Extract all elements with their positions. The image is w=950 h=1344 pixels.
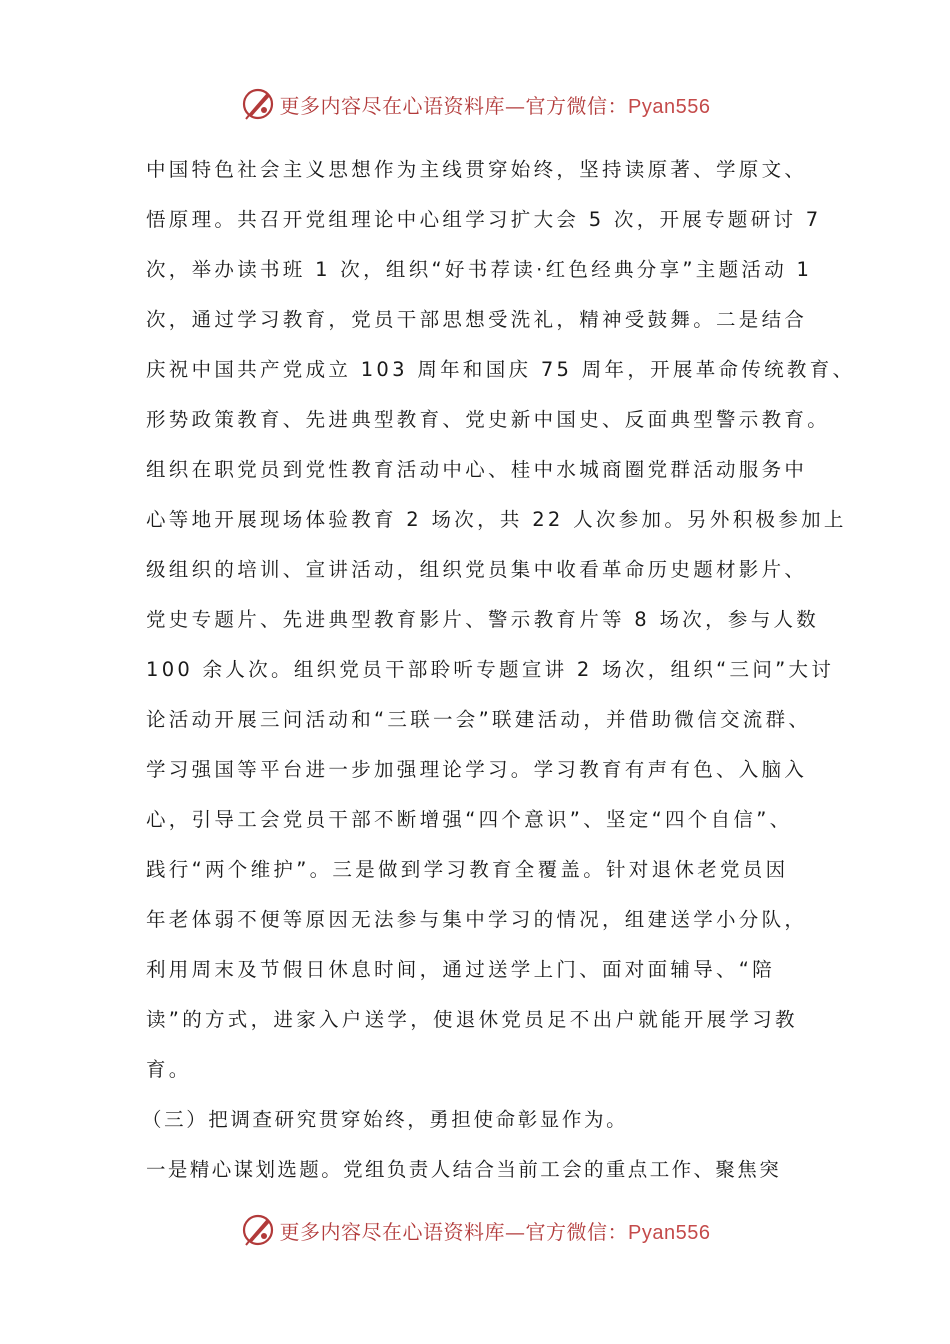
- document-body: [142, 145, 856, 1195]
- watermark-brand: 更多内容尽在心语资料库: [279, 93, 506, 118]
- header-watermark: [0, 84, 950, 124]
- body-line: 学习强国等平台进一步加强理论学习。学习教育有声有色、入脑入: [146, 758, 808, 781]
- body-line: 次，举办读书班 1 次，组织“好书荐读·红色经典分享”主题活动 1: [146, 258, 813, 281]
- body-line: 一是精心谋划选题。党组负责人结合当前工会的重点工作、聚焦突: [146, 1158, 782, 1181]
- body-line: 论活动开展三问活动和“三联一会”联建活动，并借助微信交流群、: [146, 708, 812, 731]
- body-line: 级组织的培训、宣讲活动，组织党员集中收看革命历史题材影片、: [146, 558, 808, 581]
- watermark-text: [280, 1216, 711, 1245]
- quill-seal-icon: [240, 86, 276, 122]
- quill-seal-icon: [240, 1212, 276, 1248]
- section-heading: （三）把调查研究贯穿始终，勇担使命彰显作为。: [142, 1108, 629, 1131]
- body-line: 悟原理。共召开党组理论中心组学习扩大会 5 次，开展专题研讨 7: [146, 208, 822, 231]
- watermark-wechat-id: Pyan556: [628, 1221, 711, 1244]
- body-line: 年老体弱不便等原因无法参与集中学习的情况，组建送学小分队，: [146, 908, 808, 931]
- body-line: 100 余人次。组织党员干部聆听专题宣讲 2 场次，组织“三问”大讨: [146, 658, 835, 681]
- body-line: 育。: [146, 1058, 192, 1081]
- body-line: 组织在职党员到党性教育活动中心、桂中水城商圈党群活动服务中: [146, 458, 808, 481]
- watermark-brand: 更多内容尽在心语资料库: [279, 1219, 506, 1244]
- body-line: 心等地开展现场体验教育 2 场次，共 22 人次参加。另外积极参加上: [146, 508, 847, 531]
- watermark-dash: —: [505, 1219, 526, 1244]
- watermark-official: 官方微信：: [525, 1219, 629, 1244]
- body-line: 庆祝中国共产党成立 103 周年和国庆 75 周年，开展革命传统教育、: [146, 358, 856, 381]
- watermark-wechat-id: Pyan556: [628, 95, 711, 118]
- watermark-text: [280, 90, 711, 119]
- body-line: 践行“两个维护”。三是做到学习教育全覆盖。针对退休老党员因: [146, 858, 789, 881]
- footer-watermark: [0, 1210, 950, 1250]
- body-line: 中国特色社会主义思想作为主线贯穿始终，坚持读原著、学原文、: [146, 158, 808, 181]
- watermark-dash: —: [505, 93, 526, 118]
- body-line: 次，通过学习教育，党员干部思想受洗礼，精神受鼓舞。二是结合: [146, 308, 808, 331]
- body-line: 形势政策教育、先进典型教育、党史新中国史、反面典型警示教育。: [146, 408, 831, 431]
- body-line: 利用周末及节假日休息时间，通过送学上门、面对面辅导、“陪: [146, 958, 776, 981]
- watermark-official: 官方微信：: [525, 93, 629, 118]
- body-line: 读”的方式，进家入户送学，使退休党员足不出户就能开展学习教: [146, 1008, 798, 1031]
- body-line: 党史专题片、先进典型教育影片、警示教育片等 8 场次，参与人数: [146, 608, 820, 631]
- body-line: 心，引导工会党员干部不断增强“四个意识”、坚定“四个自信”、: [146, 808, 793, 831]
